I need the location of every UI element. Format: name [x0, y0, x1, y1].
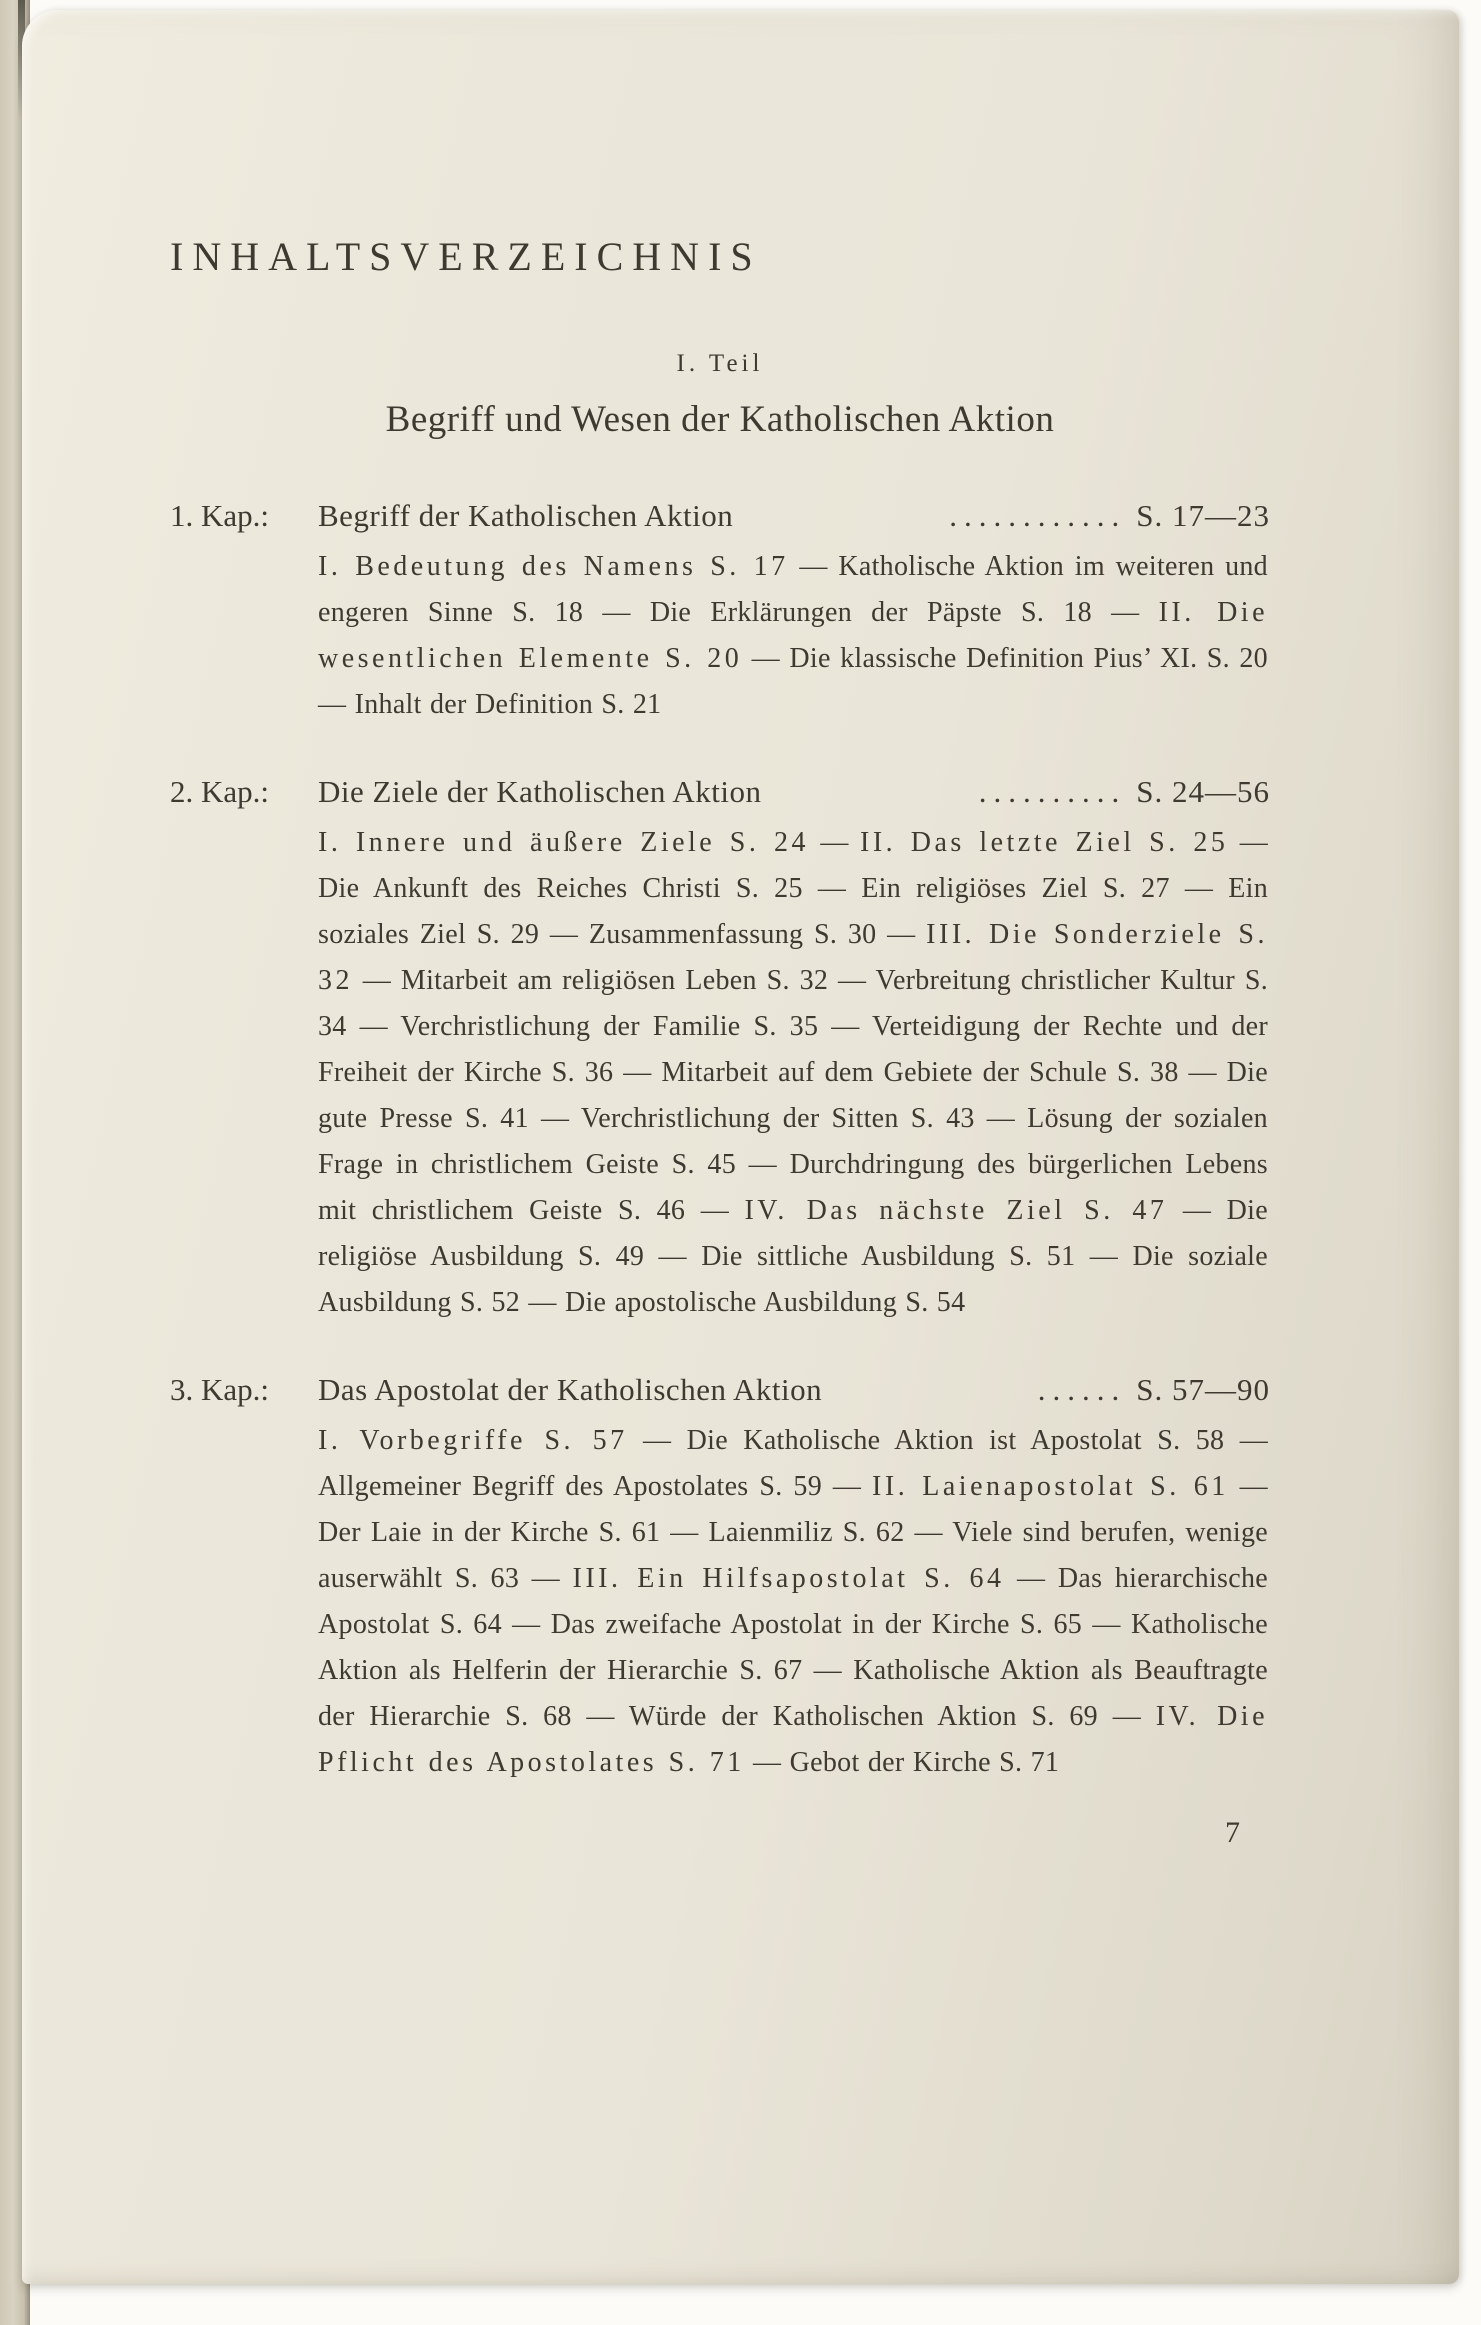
summary-text: — Gebot der Kirche S. 71 — [744, 1747, 1060, 1778]
summary-section-heading: III. Die Sonderziele S. 32 — [318, 919, 1268, 996]
summary-section-heading: I. Vorbegriffe S. 57 — [318, 1425, 628, 1456]
chapter-label: 2. Kap.: — [170, 774, 270, 809]
summary-text: — Die Katholische Aktion ist Apostolat S. 58 — Allgemeiner Begriff des Apostolates S. 59 — — [318, 1425, 1268, 1502]
leader-dots: ............ — [949, 498, 1127, 533]
page-content — [170, 10, 1270, 1850]
summary-section-heading: IV. Das nächste Ziel S. 47 — [744, 1195, 1168, 1226]
leader-dots: .......... — [978, 774, 1127, 809]
part-label: I. Teil — [676, 350, 764, 377]
summary-text: — Der Laie in der Kirche S. 61 — Laienmiliz S. 62 — Viele sind berufen, wenige auserwählt S. 63 — — [318, 1471, 1268, 1594]
summary-text: — — [808, 827, 860, 858]
chapter-page-range: S. 24—56 — [1136, 774, 1270, 809]
summary-text: — Die klassische Definition Pius’ XI. S. 20 — Inhalt der Definition S. 21 — [318, 643, 1268, 720]
summary-text: — Die religiöse Ausbildung S. 49 — Die sittliche Ausbildung S. 51 — Die soziale Ausbildung S. 52 — Die apostolische Ausbildung S. 54 — [318, 1195, 1268, 1318]
part-title: Begriff und Wesen der Katholischen Aktion — [385, 399, 1055, 440]
page-title: INHALTSVERZEICHNIS — [170, 234, 762, 279]
chapter-title: Die Ziele der Katholischen Aktion — [318, 774, 762, 809]
summary-text: — Katholische Aktion im weiteren und engeren Sinne S. 18 — Die Erklärungen der Päpste S. 18 — — [318, 551, 1268, 628]
chapter-entry — [170, 498, 1270, 728]
summary-section-heading: II. Laienapostolat S. 61 — [872, 1471, 1229, 1502]
chapter-title: Das Apostolat der Katholischen Aktion — [318, 1372, 823, 1407]
chapter-summary — [318, 544, 1268, 728]
summary-text: — Die Ankunft des Reiches Christi S. 25 — Ein religiöses Ziel S. 27 — Ein soziales Ziel S. 29 — Zusammenfassung S. 30 — — [318, 827, 1268, 950]
chapter-entry — [170, 1372, 1270, 1786]
chapter-label: 1. Kap.: — [170, 498, 270, 533]
chapter-heading — [170, 498, 1270, 534]
chapter-list — [170, 498, 1270, 1786]
book-page — [22, 10, 1459, 2284]
summary-section-heading: III. Ein Hilfsapostolat S. 64 — [572, 1563, 1005, 1594]
chapter-summary — [318, 820, 1268, 1326]
summary-section-heading: I. Bedeutung des Namens S. 17 — [318, 551, 789, 582]
leader-dots: ...... — [1037, 1372, 1127, 1407]
chapter-page-range: S. 17—23 — [1136, 498, 1270, 533]
summary-section-heading: II. Die wesentlichen Elemente S. 20 — [318, 597, 1268, 674]
chapter-heading — [170, 1372, 1270, 1408]
chapter-page-range: S. 57—90 — [1136, 1372, 1270, 1407]
chapter-label: 3. Kap.: — [170, 1372, 270, 1407]
chapter-heading — [170, 774, 1270, 810]
summary-text: — Das hierarchische Apostolat S. 64 — Das zweifache Apostolat in der Kirche S. 65 — Katholische Aktion als Helferin der Hierarchie S. 67 — Katholische Aktion als Beauftragte der Hierarchie S. 68 — Würde der Katholischen Aktion S. 69 — — [318, 1563, 1268, 1732]
summary-section-heading: IV. Die Pflicht des Apostolates S. 71 — [318, 1701, 1268, 1778]
summary-section-heading: I. Innere und äußere Ziele S. 24 — [318, 827, 809, 858]
chapter-entry — [170, 774, 1270, 1326]
page-number: 7 — [1225, 1816, 1240, 1849]
summary-text: — Mitarbeit am religiösen Leben S. 32 — Verbreitung christlicher Kultur S. 34 — Verchristlichung der Familie S. 35 — Verteidigung der Rechte und der Freiheit der Kirche S. 36 — Mitarbeit auf dem Gebiete der Schule S. 38 — Die gute Presse S. 41 — Verchristlichung der Sitten S. 43 — Lösung der sozialen Frage in christlichem Geiste S. 45 — Durchdringung des bürgerlichen Lebens mit christlichem Geiste S. 46 — — [318, 965, 1268, 1226]
chapter-summary — [318, 1418, 1268, 1786]
chapter-title: Begriff der Katholischen Aktion — [318, 498, 734, 533]
summary-section-heading: II. Das letzte Ziel S. 25 — [860, 827, 1229, 858]
